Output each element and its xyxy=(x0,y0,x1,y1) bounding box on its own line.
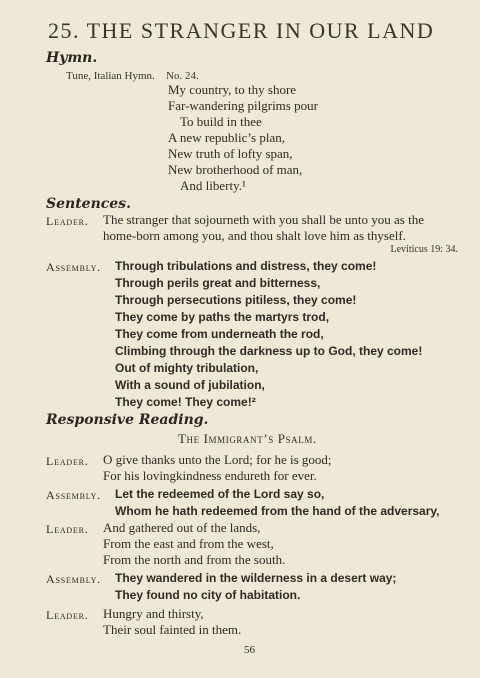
reading-line: Hungry and thirsty, xyxy=(103,606,204,621)
leader-label: Leader. xyxy=(46,454,89,468)
assembly-line: Through perils great and bitterness, xyxy=(115,276,321,290)
hymn-line: To build in thee xyxy=(180,114,262,129)
assembly-line: With a sound of jubilation, xyxy=(115,378,265,392)
reading-line: Their soul fainted in them. xyxy=(103,622,242,637)
leader-label: Leader. xyxy=(46,608,89,622)
reading-line: From the east and from the west, xyxy=(103,536,274,551)
hymn-line: New truth of lofty span, xyxy=(168,146,293,161)
reading-line: And gathered out of the lands, xyxy=(103,520,261,535)
reading-line: Let the redeemed of the Lord say so, xyxy=(115,487,325,501)
reading-line: They wandered in the wilderness in a desert way; xyxy=(115,571,397,585)
hymn-line: And liberty.¹ xyxy=(180,178,246,193)
hymn-line: A new republic’s plan, xyxy=(168,130,285,145)
assembly-line: Through tribulations and distress, they come! xyxy=(115,259,377,273)
assembly-line: They come! They come!² xyxy=(115,395,256,409)
reading-subtitle: The Immigrant’s Psalm. xyxy=(178,431,317,446)
reading-line: For his lovingkindness endureth for ever. xyxy=(103,468,317,483)
sentences-heading: Sentences. xyxy=(46,196,131,212)
leader-label: Leader. xyxy=(46,522,89,536)
hymn-line: My country, to thy shore xyxy=(168,82,297,97)
leader-label: Leader. xyxy=(46,214,89,228)
assembly-line: Climbing through the darkness up to God, they come! xyxy=(115,344,423,358)
leader-line: home-born among you, and thou shalt love him as thyself. xyxy=(103,228,406,243)
page-number: 56 xyxy=(244,644,255,656)
assembly-line: Out of mighty tribulation, xyxy=(115,361,259,375)
assembly-label: Assembly. xyxy=(46,260,101,274)
hymn-line: Far-wandering pilgrims pour xyxy=(168,98,318,113)
reading-heading: Responsive Reading. xyxy=(46,412,209,428)
hymn-heading: Hymn. xyxy=(46,50,98,66)
leader-line: The stranger that sojourneth with you shall be unto you as the xyxy=(103,212,424,227)
assembly-line: Through persecutions pitiless, they come! xyxy=(115,293,357,307)
page-title: 25. THE STRANGER IN OUR LAND xyxy=(48,18,435,43)
scripture-reference: Leviticus 19: 34. xyxy=(390,244,458,255)
assembly-line: They come by paths the martyrs trod, xyxy=(115,310,330,324)
assembly-label: Assembly. xyxy=(46,572,101,586)
hymn-tune: Tune, Italian Hymn. xyxy=(66,70,155,82)
assembly-label: Assembly. xyxy=(46,488,101,502)
assembly-line: They come from underneath the rod, xyxy=(115,327,324,341)
reading-line: They found no city of habitation. xyxy=(115,588,301,602)
reading-line: From the north and from the south. xyxy=(103,552,286,567)
hymn-number: No. 24. xyxy=(166,70,199,82)
hymn-line: New brotherhood of man, xyxy=(168,162,303,177)
reading-line: Whom he hath redeemed from the hand of the adversary, xyxy=(115,504,440,518)
reading-line: O give thanks unto the Lord; for he is good; xyxy=(103,452,332,467)
